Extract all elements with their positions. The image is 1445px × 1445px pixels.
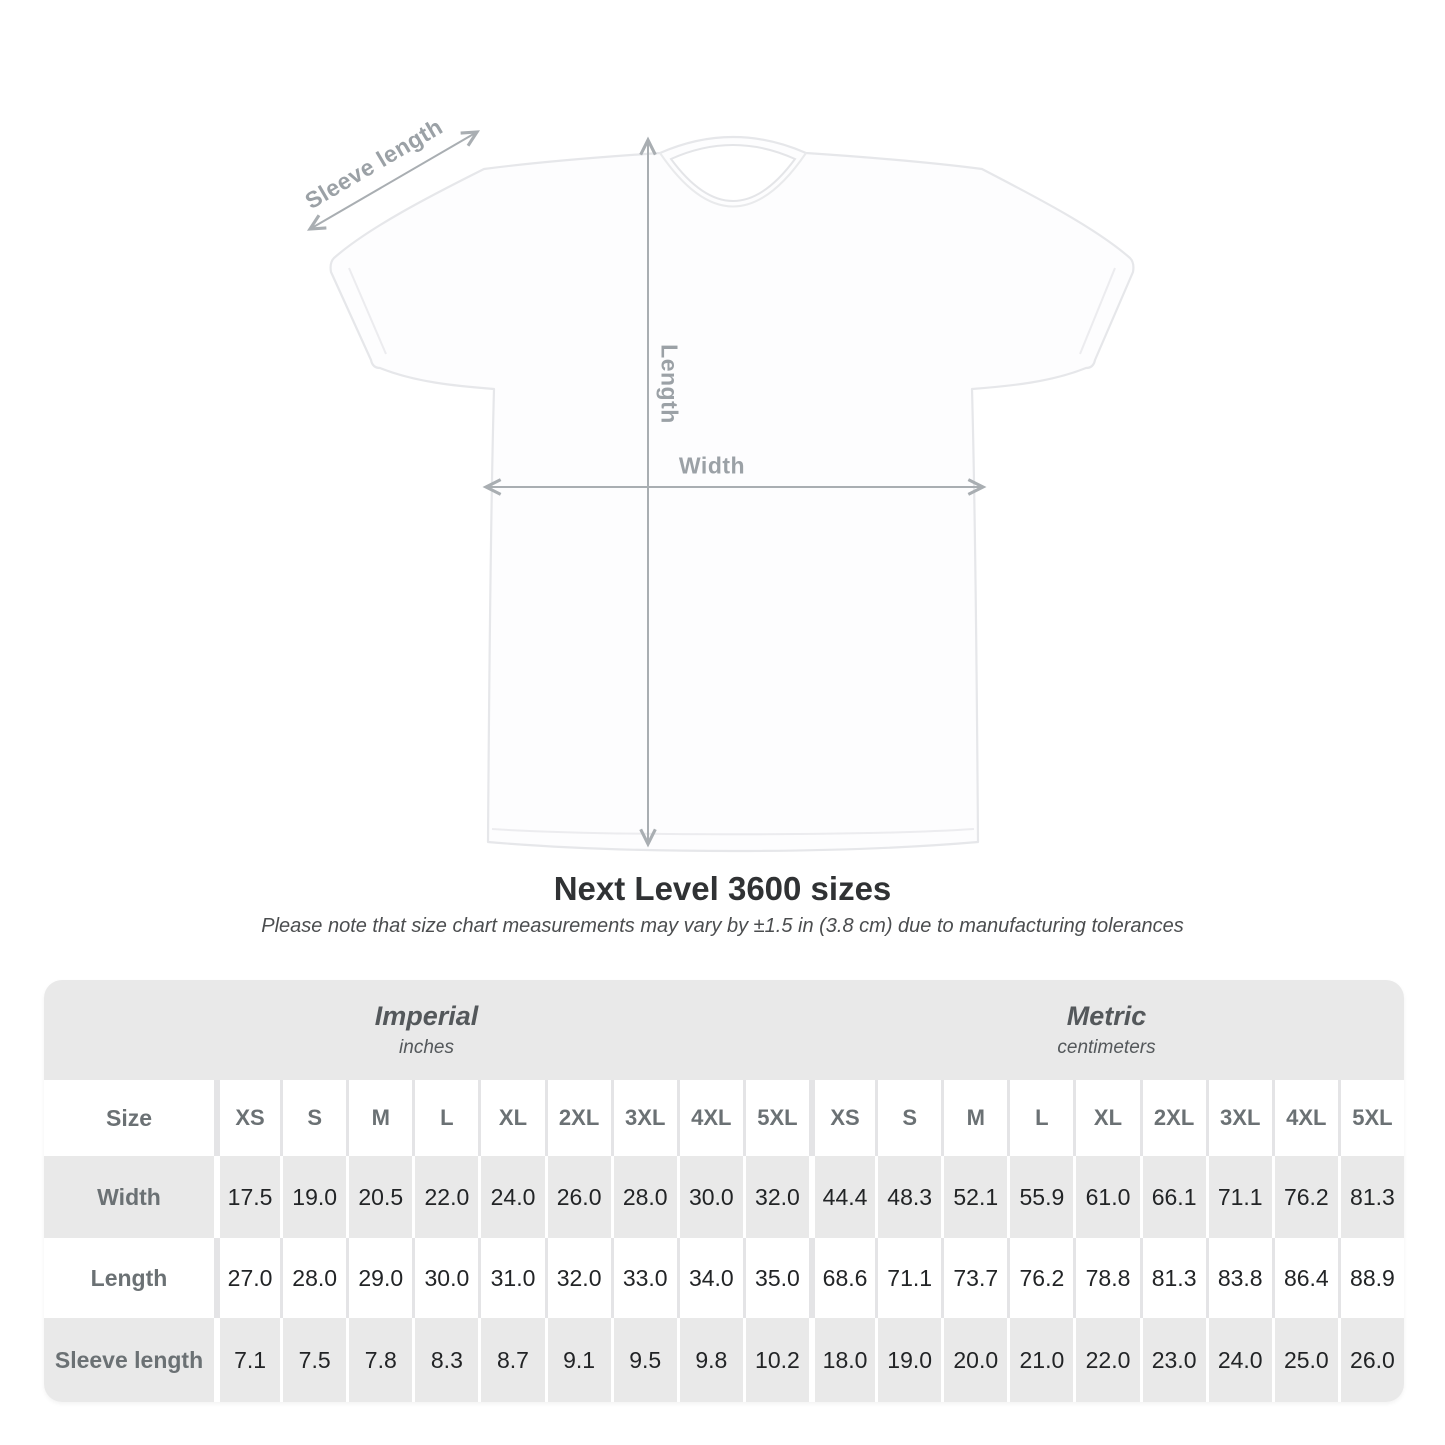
size-row-label: Size <box>105 1104 153 1131</box>
size-header-cell: XS <box>809 1080 875 1156</box>
table-row-sleeve-length <box>44 1318 1404 1402</box>
value-cell: 32.0 <box>545 1238 611 1318</box>
value-cell: 21.0 <box>1007 1318 1073 1402</box>
size-header-cell: XS <box>214 1080 280 1156</box>
tshirt-outline <box>331 137 1134 851</box>
value-cell: 17.5 <box>214 1156 280 1238</box>
value-cell: 9.8 <box>677 1318 743 1402</box>
value-cell: 23.0 <box>1140 1318 1206 1402</box>
value-cell: 71.1 <box>1206 1156 1272 1238</box>
value-cell: 68.6 <box>809 1238 875 1318</box>
size-table <box>44 980 1404 1402</box>
length-label: Length <box>656 344 683 424</box>
value-cell: 28.0 <box>280 1238 346 1318</box>
unit-header-row <box>44 980 1404 1080</box>
value-cell: 73.7 <box>941 1238 1007 1318</box>
value-cell: 32.0 <box>743 1156 809 1238</box>
value-cell: 7.8 <box>346 1318 412 1402</box>
imperial-header <box>44 980 809 1080</box>
size-header-cell: S <box>875 1080 941 1156</box>
value-cell: 9.1 <box>545 1318 611 1402</box>
value-cell: 52.1 <box>941 1156 1007 1238</box>
size-header-cell: M <box>941 1080 1007 1156</box>
value-cell: 83.8 <box>1206 1238 1272 1318</box>
metric-header <box>809 980 1404 1080</box>
row-label: Length <box>90 1264 168 1291</box>
size-header-cell: L <box>1007 1080 1073 1156</box>
table-row-width <box>44 1156 1404 1238</box>
value-cell: 19.0 <box>280 1156 346 1238</box>
value-cell: 30.0 <box>412 1238 478 1318</box>
value-cell: 30.0 <box>677 1156 743 1238</box>
value-cell: 34.0 <box>677 1238 743 1318</box>
size-header-cell: 4XL <box>1272 1080 1338 1156</box>
page-title: Next Level 3600 sizes <box>553 870 892 907</box>
value-cell: 88.9 <box>1338 1238 1404 1318</box>
value-cell: 22.0 <box>412 1156 478 1238</box>
value-cell: 44.4 <box>809 1156 875 1238</box>
value-cell: 27.0 <box>214 1238 280 1318</box>
size-header-cell: 3XL <box>611 1080 677 1156</box>
value-cell: 61.0 <box>1073 1156 1139 1238</box>
value-cell: 35.0 <box>743 1238 809 1318</box>
value-cell: 31.0 <box>478 1238 544 1318</box>
value-cell: 8.7 <box>478 1318 544 1402</box>
size-header-cell: 3XL <box>1206 1080 1272 1156</box>
value-cell: 86.4 <box>1272 1238 1338 1318</box>
tolerance-note: Please note that size chart measurements may vary by ±1.5 in (3.8 cm) due to manufacturing tolerances <box>261 915 1184 937</box>
value-cell: 22.0 <box>1073 1318 1139 1402</box>
width-label: Width <box>678 452 746 479</box>
value-cell: 20.5 <box>346 1156 412 1238</box>
value-cell: 76.2 <box>1272 1156 1338 1238</box>
value-cell: 81.3 <box>1140 1238 1206 1318</box>
value-cell: 25.0 <box>1272 1318 1338 1402</box>
size-header-cell: 2XL <box>545 1080 611 1156</box>
value-cell: 24.0 <box>478 1156 544 1238</box>
value-cell: 24.0 <box>1206 1318 1272 1402</box>
size-header-cell: XL <box>478 1080 544 1156</box>
value-cell: 26.0 <box>1338 1318 1404 1402</box>
row-label: Sleeve length <box>54 1346 204 1373</box>
value-cell: 33.0 <box>611 1238 677 1318</box>
value-cell: 19.0 <box>875 1318 941 1402</box>
sleeve-length-label: Sleeve length <box>300 113 448 215</box>
metric-label: Metric <box>1066 1001 1147 1031</box>
imperial-label: Imperial <box>374 1001 479 1031</box>
imperial-unit: inches <box>399 1037 454 1058</box>
value-cell: 78.8 <box>1073 1238 1139 1318</box>
value-cell: 66.1 <box>1140 1156 1206 1238</box>
size-header-row <box>44 1080 1404 1156</box>
size-header-cell: 4XL <box>677 1080 743 1156</box>
value-cell: 9.5 <box>611 1318 677 1402</box>
value-cell: 20.0 <box>941 1318 1007 1402</box>
value-cell: 71.1 <box>875 1238 941 1318</box>
value-cell: 18.0 <box>809 1318 875 1402</box>
table-row-length <box>44 1238 1404 1318</box>
row-label: Width <box>97 1183 161 1210</box>
size-header-cell: 2XL <box>1140 1080 1206 1156</box>
value-cell: 7.1 <box>214 1318 280 1402</box>
value-cell: 26.0 <box>545 1156 611 1238</box>
value-cell: 55.9 <box>1007 1156 1073 1238</box>
size-header-cell: L <box>412 1080 478 1156</box>
value-cell: 10.2 <box>743 1318 809 1402</box>
size-header-cell: XL <box>1073 1080 1139 1156</box>
size-header-cell: M <box>346 1080 412 1156</box>
size-header-cell: 5XL <box>1338 1080 1404 1156</box>
value-cell: 29.0 <box>346 1238 412 1318</box>
value-cell: 28.0 <box>611 1156 677 1238</box>
size-header-cell: 5XL <box>743 1080 809 1156</box>
size-header-cell: S <box>280 1080 346 1156</box>
value-cell: 7.5 <box>280 1318 346 1402</box>
value-cell: 8.3 <box>412 1318 478 1402</box>
value-cell: 48.3 <box>875 1156 941 1238</box>
value-cell: 76.2 <box>1007 1238 1073 1318</box>
value-cell: 81.3 <box>1338 1156 1404 1238</box>
metric-unit: centimeters <box>1057 1037 1156 1058</box>
